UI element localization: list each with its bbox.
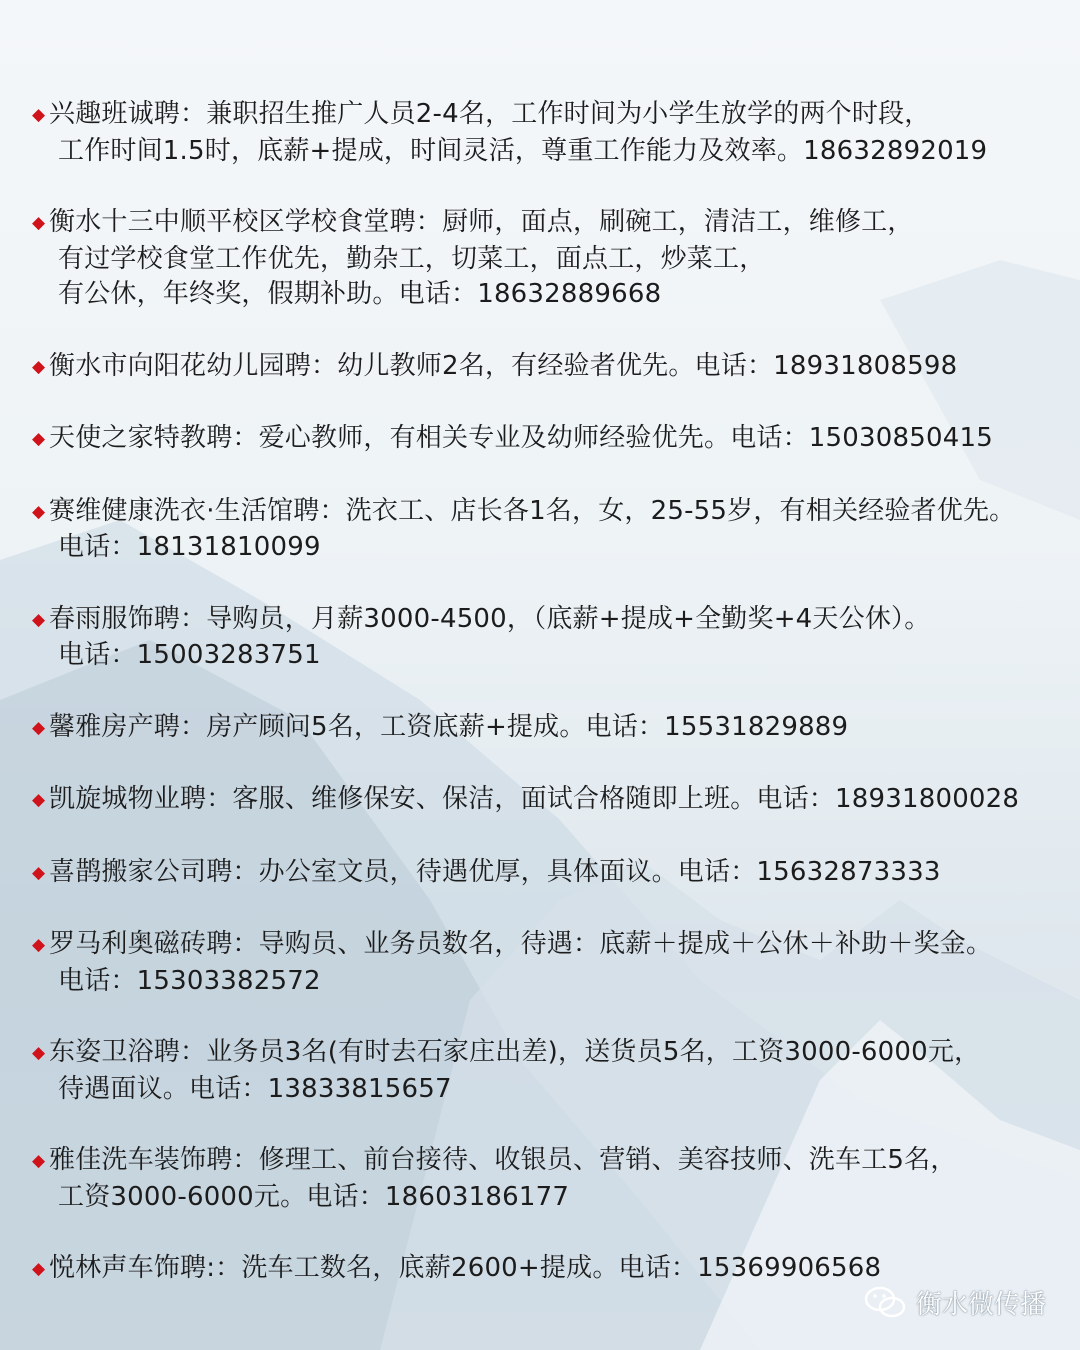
entry-text: 有公休，年终奖，假期补助。电话：18632889668: [58, 279, 662, 309]
entry-text: 东姿卫浴聘：业务员3名(有时去石家庄出差)，送货员5名，工资3000-6000元，: [49, 1037, 981, 1067]
diamond-bullet-icon: ◆: [32, 105, 46, 125]
entry-text: 电话：15303382572: [58, 965, 321, 996]
diamond-bullet-icon: ◆: [32, 935, 46, 955]
entry-first-line: [32, 494, 1072, 531]
entry-first-line: [32, 710, 1072, 747]
entry-first-line: [32, 855, 1072, 892]
entry-continuation-line: [32, 277, 1072, 313]
entry-text: 悦林声车饰聘:：洗车工数名，底薪2600+提成。电话：15369906568: [49, 1253, 882, 1283]
job-entry: [32, 602, 1072, 674]
job-entry: [32, 927, 1072, 999]
entry-text: 电话：18131810099: [58, 532, 321, 562]
entry-text: 衡水市向阳花幼儿园聘：幼儿教师2名，有经验者优先。电话：18931808598: [49, 350, 958, 381]
entry-text: 罗马利奥磁砖聘：导购员、业务员数名，待遇：底薪＋提成＋公休＋补助＋奖金。: [49, 929, 993, 959]
job-listing: [32, 97, 1072, 1324]
entry-text: 兴趣班诚聘：兼职招生推广人员2-4名，工作时间为小学生放学的两个时段，: [49, 99, 931, 129]
job-entry: [32, 349, 1072, 386]
job-entry: [32, 205, 1072, 313]
entry-text: 工资3000-6000元。电话：18603186177: [58, 1181, 570, 1212]
entry-text: 有过学校食堂工作优先，勤杂工，切菜工，面点工，炒菜工，: [58, 243, 766, 274]
diamond-bullet-icon: ◆: [32, 609, 46, 630]
entry-text: 赛维健康洗衣·生活馆聘：洗衣工、店长各1名，女，25-55岁，有相关经验者优先。: [49, 495, 1016, 526]
job-entry: [32, 1143, 1072, 1215]
entry-first-line: [32, 349, 1072, 386]
diamond-bullet-icon: ◆: [32, 429, 46, 449]
entry-first-line: [32, 1035, 1072, 1072]
diamond-bullet-icon: ◆: [32, 717, 46, 738]
watermark-text: 衡水微传播: [915, 1290, 1046, 1320]
job-entry: [32, 1035, 1072, 1107]
wechat-icon: [864, 1285, 908, 1321]
entry-text: 喜鹊搬家公司聘：办公室文员，待遇优厚，具体面议。电话：15632873333: [49, 856, 941, 887]
entry-text: 工作时间1.5时，底薪+提成，时间灵活，尊重工作能力及效率。18632892019: [58, 135, 988, 166]
diamond-bullet-icon: ◆: [32, 213, 46, 233]
entry-text: 馨雅房产聘：房产顾问5名，工资底薪+提成。电话：15531829889: [49, 711, 849, 742]
job-entry: [32, 710, 1072, 747]
entry-first-line: [32, 927, 1072, 964]
entry-first-line: [32, 1143, 1072, 1180]
entry-first-line: [32, 782, 1072, 819]
entry-continuation-line: [32, 638, 1072, 674]
diamond-bullet-icon: ◆: [32, 1151, 46, 1171]
job-entry: [32, 421, 1072, 458]
job-entry: [32, 855, 1072, 892]
diamond-bullet-icon: ◆: [32, 1043, 46, 1063]
job-entry: [32, 494, 1072, 566]
diamond-bullet-icon: ◆: [32, 501, 46, 522]
diamond-bullet-icon: ◆: [32, 862, 46, 883]
entry-text: 电话：15003283751: [58, 640, 321, 670]
job-entry: [32, 782, 1072, 819]
entry-first-line: [32, 421, 1072, 458]
entry-continuation-line: [32, 1180, 1072, 1216]
entry-text: 待遇面议。电话：13833815657: [58, 1073, 452, 1104]
entry-continuation-line: [32, 1072, 1072, 1108]
diamond-bullet-icon: ◆: [32, 356, 46, 377]
diamond-bullet-icon: ◆: [32, 1259, 46, 1279]
job-entry: [32, 1251, 1072, 1288]
entry-text: 凯旋城物业聘：客服、维修保安、保洁，面试合格随即上班。电话：18931800028: [49, 784, 1020, 814]
watermark: [864, 1284, 1046, 1321]
entry-text: 雅佳洗车装饰聘：修理工、前台接待、收银员、营销、美容技师、洗车工5名，: [49, 1145, 957, 1175]
entry-first-line: [32, 1251, 1072, 1288]
entry-text: 春雨服饰聘：导购员，月薪3000-4500，（底薪+提成+全勤奖+4天公休）。: [49, 603, 931, 634]
entry-continuation-line: [32, 242, 1072, 278]
entry-text: 天使之家特教聘：爱心教师，有相关专业及幼师经验优先。电话：15030850415: [49, 423, 993, 453]
entry-first-line: [32, 602, 1072, 639]
entry-continuation-line: [32, 530, 1072, 566]
entry-continuation-line: [32, 134, 1072, 170]
entry-first-line: [32, 97, 1072, 134]
entry-continuation-line: [32, 964, 1072, 1000]
diamond-bullet-icon: ◆: [32, 790, 46, 810]
entry-first-line: [32, 205, 1072, 242]
job-entry: [32, 97, 1072, 169]
entry-text: 衡水十三中顺平校区学校食堂聘：厨师，面点，刷碗工，清洁工，维修工，: [49, 207, 914, 237]
